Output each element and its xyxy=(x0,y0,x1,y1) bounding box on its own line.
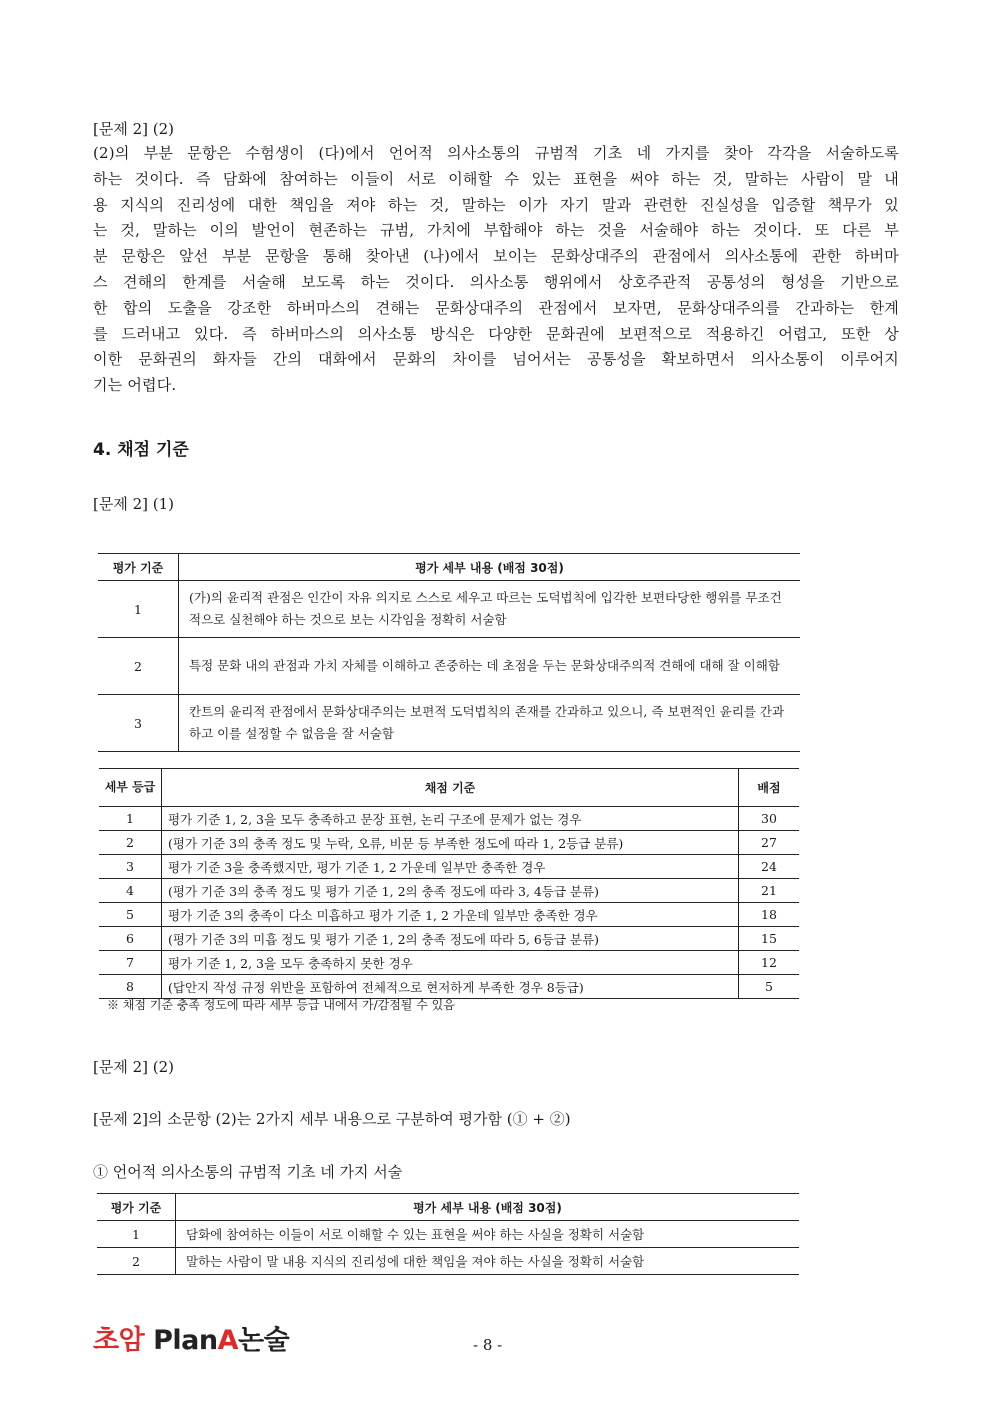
grade-score: 21 xyxy=(739,879,800,903)
grade-text: (평가 기준 3의 미흡 정도 및 평가 기준 1, 2의 충족 정도에 따라 5, 6등급 분류) xyxy=(162,927,739,951)
criterion-number: 1 xyxy=(98,581,179,638)
logo-text: A xyxy=(217,1325,238,1356)
grade-score: 27 xyxy=(739,831,800,855)
grade-score: 12 xyxy=(739,951,800,975)
grade-number: 7 xyxy=(99,951,162,975)
table-row xyxy=(98,581,800,638)
paragraph-line: 이한 문화권의 화자들 간의 대화에서 문화의 차이를 넘어서는 공통성을 확보하면서 의사소통이 이루어지 xyxy=(93,350,899,369)
grade-text: (평가 기준 3의 충족 정도 및 누락, 오류, 비문 등 부족한 정도에 따라 1, 2등급 분류) xyxy=(162,831,739,855)
table-row xyxy=(97,1248,799,1275)
criterion-text: 말하는 사람이 말 내용 지식의 진리성에 대한 책임을 져야 하는 사실을 정확히 서술함 xyxy=(176,1248,800,1275)
paragraph-line: 스 견해의 한계를 서술해 보도록 하는 것이다. 의사소통 행위에서 상호주관적 공통성의 형성을 기반으로 xyxy=(93,272,899,291)
table-row xyxy=(99,927,799,951)
logo-text: 논술 xyxy=(237,1325,290,1356)
criterion-number: 3 xyxy=(98,695,179,752)
criterion-number: 1 xyxy=(97,1221,176,1248)
criterion-text: 특정 문화 내의 관점과 가치 자체를 이해하고 존중하는 데 초점을 두는 문화상대주의적 견해에 대해 잘 이해함 xyxy=(179,638,801,695)
page-number: - 8 - xyxy=(473,1336,503,1354)
grade-score: 30 xyxy=(739,807,800,831)
col-header: 평가 기준 xyxy=(97,1194,176,1221)
col-header: 평가 기준 xyxy=(98,554,179,581)
grade-text: 평가 기준 1, 2, 3을 모두 충족하고 문장 표현, 논리 구조에 문제가 없는 경우 xyxy=(162,807,739,831)
section-title: 4. 채점 기준 xyxy=(93,440,189,460)
table-row xyxy=(99,951,799,975)
grade-text: 평가 기준 3을 충족했지만, 평가 기준 1, 2 가운데 일부만 충족한 경우 xyxy=(162,855,739,879)
logo-text: 초암 xyxy=(93,1325,154,1356)
grade-number: 4 xyxy=(99,879,162,903)
table-row xyxy=(98,638,800,695)
grade-text: (답안지 작성 규정 위반을 포함하여 전체적으로 현저하게 부족한 경우 8등급) xyxy=(162,975,739,999)
q2-intro: [문제 2]의 소문항 (2)는 2가지 세부 내용으로 구분하여 평가함 (① + ②) xyxy=(93,1110,571,1128)
table-row xyxy=(98,695,800,752)
col-header: 채점 기준 xyxy=(162,769,739,807)
logo-text: Plan xyxy=(153,1325,218,1356)
grade-number: 1 xyxy=(99,807,162,831)
brand-logo xyxy=(93,1318,289,1357)
grade-table xyxy=(99,768,799,999)
criterion-number: 2 xyxy=(98,638,179,695)
grade-score: 18 xyxy=(739,903,800,927)
table-row xyxy=(99,831,799,855)
top-heading: [문제 2] (2) xyxy=(93,120,175,138)
table-row xyxy=(99,807,799,831)
paragraph-line: 분 문항은 앞선 부분 문항을 통해 찾아낸 (나)에서 보이는 문화상대주의 관점에서 의사소통에 관한 하버마 xyxy=(93,247,899,266)
grade-number: 5 xyxy=(99,903,162,927)
sub1-heading: ① 언어적 의사소통의 규범적 기초 네 가지 서술 xyxy=(93,1163,403,1181)
criteria-table-3 xyxy=(97,1193,799,1275)
col-header: 배점 xyxy=(739,769,800,807)
grade-score: 5 xyxy=(739,975,800,999)
scoring-note: ※ 채점 기준 충족 정도에 따라 세부 등급 내에서 가/감점될 수 있음 xyxy=(107,998,455,1012)
grade-score: 24 xyxy=(739,855,800,879)
paragraph-line: 를 드러내고 있다. 즉 하버마스의 의사소통 방식은 다양한 문화권에 보편적으로 적용하긴 어렵고, 또한 상 xyxy=(93,324,899,343)
table-row xyxy=(99,879,799,903)
q2-heading: [문제 2] (2) xyxy=(93,1058,175,1076)
grade-text: 평가 기준 1, 2, 3을 모두 충족하지 못한 경우 xyxy=(162,951,739,975)
paragraph-line: 기는 어렵다. xyxy=(93,376,177,395)
paragraph-line: 용 지식의 진리성에 대한 책임을 져야 하는 것, 말하는 이가 자기 말과 관련한 진실성을 입증할 책무가 있 xyxy=(93,195,899,214)
grade-score: 15 xyxy=(739,927,800,951)
col-header: 세부 등급 xyxy=(99,769,162,807)
table-row xyxy=(99,975,799,999)
paragraph-line: 는 것, 말하는 이의 발언이 현존하는 규범, 가치에 부합해야 하는 것을 서술해야 하는 것이다. 또 다른 부 xyxy=(93,221,899,240)
paragraph-line: 한 합의 도출을 강조한 하버마스의 견해는 문화상대주의 관점에서 보자면, 문화상대주의를 간과하는 한계 xyxy=(93,298,899,317)
q1-heading: [문제 2] (1) xyxy=(93,495,175,513)
body-paragraph xyxy=(93,141,899,399)
criterion-text: 칸트의 윤리적 관점에서 문화상대주의는 보편적 도덕법칙의 존재를 간과하고 있으니, 즉 보편적인 윤리를 간과하고 이를 설정할 수 없음을 잘 서술함 xyxy=(179,695,801,752)
criteria-table-1 xyxy=(98,553,800,752)
grade-number: 8 xyxy=(99,975,162,999)
criterion-text: 담화에 참여하는 이들이 서로 이해할 수 있는 표현을 써야 하는 사실을 정확히 서술함 xyxy=(176,1221,800,1248)
grade-text: (평가 기준 3의 충족 정도 및 평가 기준 1, 2의 충족 정도에 따라 3, 4등급 분류) xyxy=(162,879,739,903)
grade-number: 3 xyxy=(99,855,162,879)
criterion-number: 2 xyxy=(97,1248,176,1275)
grade-number: 2 xyxy=(99,831,162,855)
paragraph-line: 하는 것이다. 즉 담화에 참여하는 이들이 서로 이해할 수 있는 표현을 써야 하는 것, 말하는 사람이 말 내 xyxy=(93,169,899,188)
table-row xyxy=(99,903,799,927)
criterion-text: (가)의 윤리적 관점은 인간이 자유 의지로 스스로 세우고 따르는 도덕법칙에 입각한 보편타당한 행위를 무조건적으로 실천해야 하는 것으로 보는 시각임을 정확히 서술함 xyxy=(179,581,801,638)
table-row xyxy=(99,855,799,879)
grade-text: 평가 기준 3의 충족이 다소 미흡하고 평가 기준 1, 2 가운데 일부만 충족한 경우 xyxy=(162,903,739,927)
table-row xyxy=(97,1221,799,1248)
col-header: 평가 세부 내용 (배점 30점) xyxy=(176,1194,800,1221)
grade-number: 6 xyxy=(99,927,162,951)
col-header: 평가 세부 내용 (배점 30점) xyxy=(179,554,801,581)
paragraph-line: (2)의 부분 문항은 수험생이 (다)에서 언어적 의사소통의 규범적 기초 네 가지를 찾아 각각을 서술하도록 xyxy=(93,144,899,162)
